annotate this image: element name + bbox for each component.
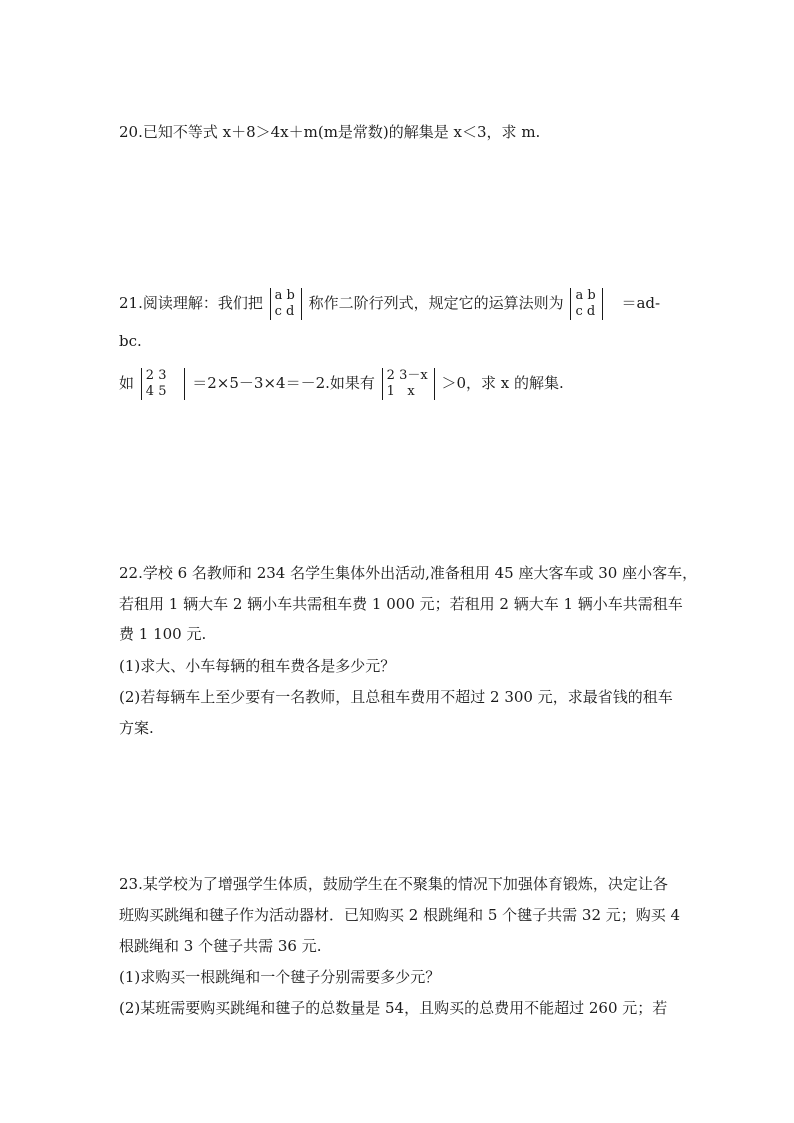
question-20-text: 20.已知不等式 x＋8＞4x＋m(m是常数)的解集是 x＜3，求 m. (119, 123, 541, 141)
determinant-row: 2 3－x (386, 368, 428, 383)
question-22-text: (1)求大、小车每辆的租车费各是多少元？ (119, 657, 396, 675)
question-22-line-2 (119, 594, 683, 614)
question-23-line-2 (119, 905, 680, 925)
determinant-row: c d (575, 304, 596, 319)
determinant-abcd-2 (570, 288, 602, 320)
question-23-part-1 (119, 967, 440, 987)
question-22-part-1 (119, 656, 395, 676)
question-22-text: 方案. (119, 719, 154, 737)
question-21-line-3 (119, 368, 564, 400)
question-23-text: 23.某学校为了增强学生体质，鼓励学生在不聚集的情况下加强体育锻炼，决定让各 (119, 875, 668, 893)
determinant-problem (382, 368, 435, 400)
determinant-row: 1 x (386, 384, 415, 399)
question-23-part-2 (119, 998, 667, 1018)
question-22-text: 若租用 1 辆大车 2 辆小车共需租车费 1 000 元；若租用 2 辆大车 1 辆小车共需租车 (119, 595, 683, 613)
determinant-example (141, 368, 186, 400)
question-21-text-bc: bc. (119, 332, 142, 350)
question-23-line-1 (119, 874, 668, 894)
determinant-abcd-1 (270, 288, 302, 320)
question-23-text: (2)某班需要购买跳绳和毽子的总数量是 54，且购买的总费用不能超过 260 元；若 (119, 999, 668, 1017)
question-22-line-6 (119, 718, 154, 738)
question-23-text: 班购买跳绳和毽子作为活动器材．已知购买 2 根跳绳和 5 个毽子共需 32 元；购买 4 (119, 906, 681, 924)
question-21-text-b: 称作二阶行列式，规定它的运算法则为 (308, 294, 564, 312)
question-21-text-a: 21.阅读理解：我们把 (119, 294, 263, 312)
question-22-part-2 (119, 687, 673, 707)
question-20 (119, 122, 540, 142)
question-22-line-1 (119, 563, 697, 583)
question-21-text-c: ＝ad- (621, 294, 661, 312)
determinant-row: a b (274, 288, 295, 303)
determinant-row: 2 3 (145, 368, 167, 383)
question-22-text: (2)若每辆车上至少要有一名教师，且总租车费用不超过 2 300 元，求最省钱的租车 (119, 688, 673, 706)
question-22-line-3 (119, 624, 206, 644)
question-23-text: (1)求购买一根跳绳和一个毽子分别需要多少元？ (119, 968, 441, 986)
determinant-row: a b (575, 288, 596, 303)
question-21-text-calc: ＝2×5－3×4＝－2.如果有 (192, 374, 375, 392)
question-21-text-example: 如 (119, 374, 135, 392)
question-23-text: 根跳绳和 3 个毽子共需 36 元. (119, 937, 322, 955)
question-21-line-1 (119, 288, 660, 320)
question-21-line-2 (119, 331, 142, 351)
question-22-text: 费 1 100 元. (119, 625, 207, 643)
determinant-row: c d (274, 304, 295, 319)
determinant-row: 4 5 (145, 384, 167, 399)
question-23-line-3 (119, 936, 321, 956)
question-22-text: 22.学校 6 名教师和 234 名学生集体外出活动,准备租用 45 座大客车或 30 座小客车， (119, 564, 698, 582)
question-21-text-task: ＞0，求 x 的解集. (441, 374, 564, 392)
